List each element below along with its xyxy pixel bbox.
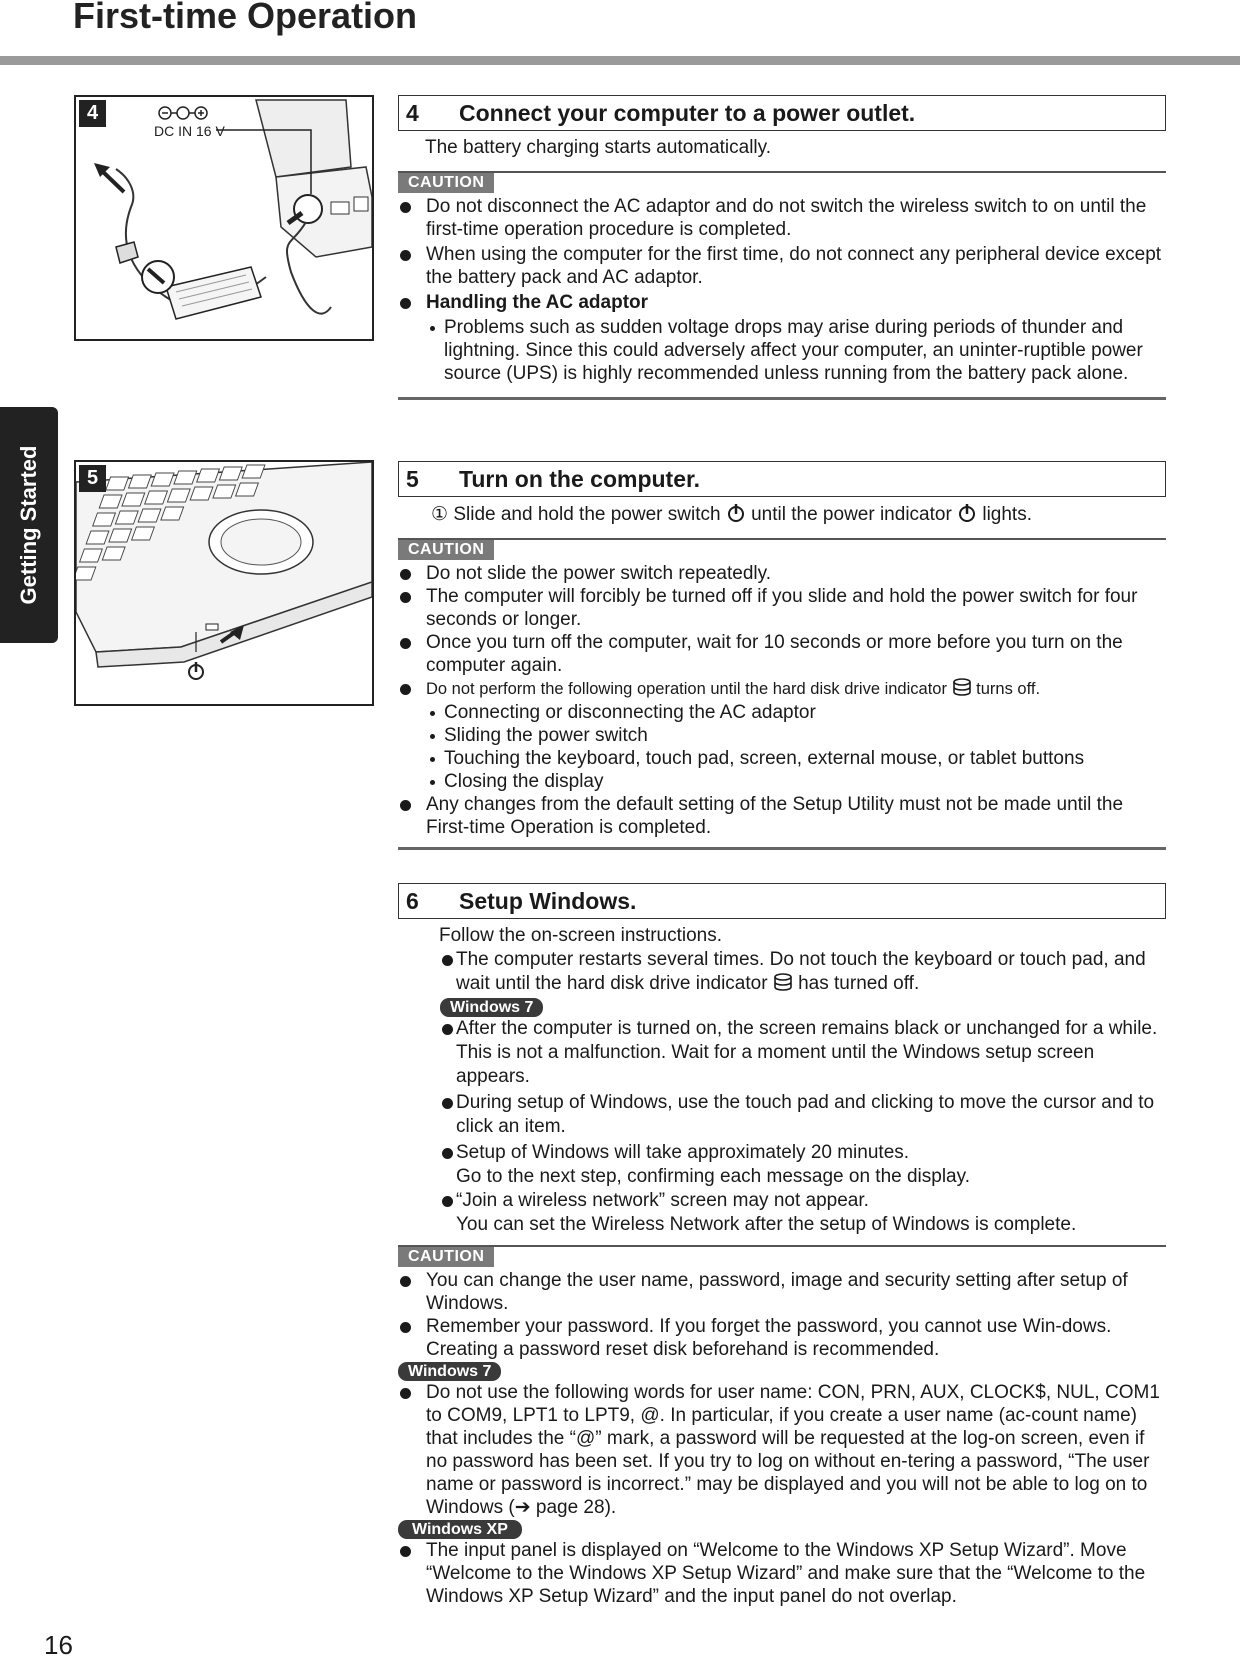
list-item-text: turns off. xyxy=(976,680,1041,698)
list-item xyxy=(398,562,1166,585)
bullet-dot xyxy=(400,298,411,309)
list-item-text: When using the computer for the first time, do not connect any peripheral device except the battery pack and AC adaptor. xyxy=(426,244,1162,288)
list-item xyxy=(398,1381,1166,1519)
bullet-dot xyxy=(442,955,453,966)
list-item-text: Do not disconnect the AC adaptor and do not switch the wireless switch to on until the first-time operation procedure is completed. xyxy=(426,196,1147,240)
step-4-text: The battery charging starts automatically. xyxy=(425,137,772,158)
list-item xyxy=(398,1189,1166,1213)
sub-bullet-dot xyxy=(430,711,435,716)
sub-list-item-text: Problems such as sudden voltage drops may arise during periods of thunder and lightning. Since this could adversely affect your computer, an uninter-ruptible power source (UPS) is highly recommended unless running from the battery pack alone. xyxy=(444,317,1143,384)
windows7-badge-row xyxy=(398,998,1166,1017)
step-5-instruction xyxy=(398,503,1166,526)
arrow-icon: ➔ xyxy=(514,1497,531,1518)
windows7-badge-row xyxy=(398,1362,1166,1381)
bullet-dot xyxy=(400,202,411,213)
list-item xyxy=(398,1269,1166,1315)
list-item xyxy=(398,1141,1166,1165)
step-4-number: 4 xyxy=(406,100,419,126)
step-6-caution-rule xyxy=(398,1245,1166,1269)
step-5-text-c: lights. xyxy=(982,504,1032,525)
list-item-text: The computer restarts several times. Do not touch the keyboard or touch pad, and wait until the hard disk drive indicator xyxy=(456,949,1146,994)
section-end-rule xyxy=(398,847,1166,850)
bullet-dot xyxy=(442,1196,453,1207)
page-title: First-time Operation xyxy=(73,0,418,36)
step-4-section xyxy=(398,95,1166,400)
side-tab-label: Getting Started xyxy=(16,445,41,605)
note-text: Go to the next step, confirming each message on the display. xyxy=(456,1166,970,1187)
list-item-text: Any changes from the default setting of the Setup Utility must not be made until the First-time Operation is completed. xyxy=(426,794,1124,838)
step-5-text-a: Slide and hold the power switch xyxy=(453,504,721,525)
bullet-dot xyxy=(400,1322,411,1333)
section-end-rule xyxy=(398,397,1166,400)
keyboard-illustration xyxy=(76,462,372,704)
step-5-caution-rule xyxy=(398,538,1166,562)
list-item xyxy=(398,1315,1166,1361)
step-4-caution-rule xyxy=(398,171,1166,195)
sub-list-item xyxy=(398,316,1166,385)
list-item-text: During setup of Windows, use the touch pad and clicking to move the cursor and to click an item. xyxy=(456,1092,1155,1137)
dc-in-symbol xyxy=(159,107,207,119)
sub-list-item-text: Touching the keyboard, touch pad, screen, external mouse, or tablet buttons xyxy=(444,748,1085,769)
bullet-dot xyxy=(400,1388,411,1399)
step-4-header xyxy=(398,95,1166,131)
bullet-dot xyxy=(400,800,411,811)
figure-5-number: 5 xyxy=(79,465,106,492)
step-5-text-b: until the power indicator xyxy=(751,504,952,525)
list-item-text: Handling the AC adaptor xyxy=(426,292,649,313)
step-6-intro: Follow the on-screen instructions. xyxy=(439,925,723,946)
sub-list-item xyxy=(398,747,1166,770)
bullet-dot xyxy=(400,684,411,695)
windows7-badge: Windows 7 xyxy=(440,998,543,1017)
sub-list-item xyxy=(398,770,1166,793)
caution-badge: CAUTION xyxy=(398,540,494,560)
bullet-dot xyxy=(400,1546,411,1557)
page-number: 16 xyxy=(44,1630,73,1660)
ac-adaptor-illustration xyxy=(76,97,372,339)
list-item xyxy=(398,1539,1166,1608)
list-item-text: Remember your password. If you forget the password, you cannot use Win-dows. Creating a password reset disk beforehand is recommended. xyxy=(426,1316,1112,1360)
sub-list-item xyxy=(398,701,1166,724)
list-item-text: After the computer is turned on, the screen remains black or unchanged for a while. This is not a malfunction. Wait for a moment until the Windows setup screen appears. xyxy=(456,1018,1158,1087)
figure-4 xyxy=(74,95,374,341)
windows7-badge: Windows 7 xyxy=(398,1362,501,1381)
list-item-text: Do not slide the power switch repeatedly. xyxy=(426,563,771,584)
sub-bullet-dot xyxy=(430,326,435,331)
step-5-number: 5 xyxy=(406,466,419,492)
list-item xyxy=(398,1017,1166,1089)
caution-badge: CAUTION xyxy=(398,1247,494,1267)
note-text: You can set the Wireless Network after the setup of Windows is complete. xyxy=(456,1214,1077,1235)
sub-list-item-text: Connecting or disconnecting the AC adaptor xyxy=(444,702,816,723)
sub-bullet-dot xyxy=(430,780,435,785)
bullet-dot xyxy=(400,569,411,580)
list-item xyxy=(398,585,1166,631)
power-switch-icon xyxy=(726,503,746,523)
windowsxp-badge-row xyxy=(398,1520,1166,1539)
bullet-dot xyxy=(400,592,411,603)
dc-in-label: DC IN 16 V xyxy=(154,123,225,139)
bullet-dot xyxy=(400,638,411,649)
list-item xyxy=(398,793,1166,839)
list-item-text: page 28). xyxy=(530,1497,617,1518)
list-item xyxy=(398,195,1166,241)
list-item xyxy=(398,948,1166,996)
list-item-text: The input panel is displayed on “Welcome to the Windows XP Setup Wizard”. Move “Welcome to the Windows XP Setup Wizard” and make sure that the “Welcome to the Windows XP Setup Wizard” and the input panel do not overlap. xyxy=(426,1540,1146,1607)
list-item-text: Do not perform the following operation until the hard disk drive indicator xyxy=(426,680,947,698)
bullet-dot xyxy=(442,1148,453,1159)
step-6-section xyxy=(398,883,1166,1608)
list-item xyxy=(398,243,1166,289)
hard-disk-icon xyxy=(952,677,972,697)
bullet-dot xyxy=(400,1276,411,1287)
bullet-dot xyxy=(442,1024,453,1035)
list-item xyxy=(398,1091,1166,1139)
step-5-sub-marker: ① xyxy=(431,504,449,525)
windowsxp-badge: Windows XP xyxy=(398,1520,522,1539)
list-item-text: Setup of Windows will take approximately 20 minutes. xyxy=(456,1142,910,1163)
sub-bullet-dot xyxy=(430,757,435,762)
step-5-section xyxy=(398,461,1166,850)
step-6-number: 6 xyxy=(406,888,419,914)
side-tab xyxy=(0,407,58,643)
caution-badge: CAUTION xyxy=(398,173,494,193)
list-item xyxy=(398,677,1166,701)
figure-4-number: 4 xyxy=(79,100,106,127)
step-4-title: Connect your computer to a power outlet. xyxy=(459,100,916,126)
list-item-text: The computer will forcibly be turned off if you slide and hold the power switch for four seconds or longer. xyxy=(426,586,1138,630)
sub-list-item xyxy=(398,724,1166,747)
sub-list-item-text: Sliding the power switch xyxy=(444,725,648,746)
step-6-header xyxy=(398,883,1166,919)
power-symbol xyxy=(189,662,203,679)
title-rule xyxy=(0,56,1240,65)
list-item xyxy=(398,631,1166,677)
power-indicator-icon xyxy=(957,503,977,523)
figure-5 xyxy=(74,460,374,706)
step-5-title: Turn on the computer. xyxy=(459,466,701,492)
hard-disk-icon xyxy=(773,972,793,992)
list-item xyxy=(398,291,1166,314)
bullet-dot xyxy=(442,1098,453,1109)
sub-list-item-text: Closing the display xyxy=(444,771,604,792)
list-item-text: You can change the user name, password, image and security setting after setup of Windows. xyxy=(426,1270,1128,1314)
step-5-header xyxy=(398,461,1166,497)
list-item-text: “Join a wireless network” screen may not appear. xyxy=(456,1190,869,1211)
list-item-text: Do not use the following words for user name: CON, PRN, AUX, CLOCK$, NUL, COM1 to COM9, LPT1 to LPT9, @. In particular, if you create a user name (ac-count name) that includes the “@” mark, a password will be requested at the log-on screen, even if no password has been set. If you try to log on without en-tering a password, “The user name or password is incorrect.” may be displayed and you will not be able to log on to Windows ( xyxy=(426,1382,1160,1518)
bullet-dot xyxy=(400,250,411,261)
sub-bullet-dot xyxy=(430,734,435,739)
list-item-text: has turned off. xyxy=(798,973,920,994)
list-item-text: Once you turn off the computer, wait for 10 seconds or more before you turn on the computer again. xyxy=(426,632,1123,676)
step-6-title: Setup Windows. xyxy=(459,888,637,914)
